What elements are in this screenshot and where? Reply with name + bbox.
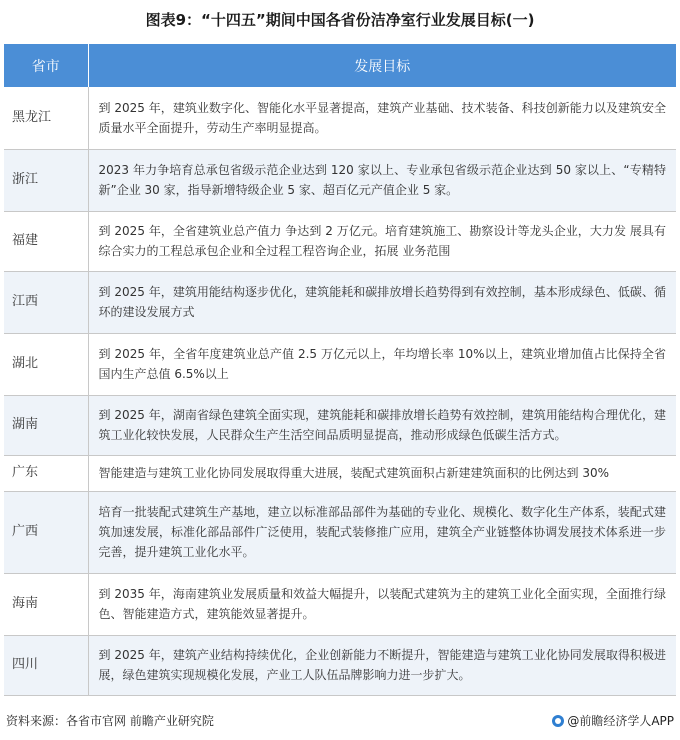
goal-cell: 到 2025 年，湖南省绿色建筑全面实现，建筑能耗和碳排放增长趋势有效控制，建筑用能结构合理优化，建筑工业化较快发展，人民群众生产生活空间品质明显提高，推动形成绿色低碳生活方式。 bbox=[88, 395, 676, 455]
goal-cell: 到 2025 年，全省建筑业总产值力 争达到 2 万亿元。培育建筑施工、勘察设计等龙头企业，大力发 展具有综合实力的工程总承包企业和全过程工程咨询企业，拓展 业务范围 bbox=[88, 211, 676, 271]
province-cell: 湖北 bbox=[4, 333, 88, 395]
brand-logo-icon bbox=[552, 715, 564, 727]
goal-cell: 2023 年力争培育总承包省级示范企业达到 120 家以上、专业承包省级示范企业达到 50 家以上、“专精特新”企业 30 家，指导新增特级企业 5 家、超百亿元产值企业 5 家。 bbox=[88, 149, 676, 211]
goal-cell: 培育一批装配式建筑生产基地，建立以标准部品部件为基础的专业化、规模化、数字化生产体系，装配式建筑加速发展，标准化部品部件广泛使用，装配式装修推广应用，建筑全产业链整体协调发展技术体系进一步完善，提升建筑工业化水平。 bbox=[88, 491, 676, 573]
province-cell: 四川 bbox=[4, 635, 88, 695]
goal-cell: 到 2025 年，全省年度建筑业总产值 2.5 万亿元以上，年均增长率 10%以上，建筑业增加值占比保持全省国内生产总值 6.5%以上 bbox=[88, 333, 676, 395]
goals-table bbox=[4, 44, 676, 696]
table-row bbox=[4, 395, 676, 455]
province-cell: 黑龙江 bbox=[4, 87, 88, 149]
header-province: 省市 bbox=[4, 44, 88, 87]
goal-cell: 到 2025 年，建筑产业结构持续优化，企业创新能力不断提升，智能建造与建筑工业化协同发展取得积极进展，绿色建筑实现规模化发展，产业工人队伍品牌影响力进一步扩大。 bbox=[88, 635, 676, 695]
province-cell: 海南 bbox=[4, 573, 88, 635]
table-row bbox=[4, 149, 676, 211]
table-header-row bbox=[4, 44, 676, 87]
table-row bbox=[4, 635, 676, 695]
table-row bbox=[4, 491, 676, 573]
province-cell: 浙江 bbox=[4, 149, 88, 211]
brand-credit bbox=[552, 711, 674, 731]
goals-table-container bbox=[4, 44, 676, 696]
table-row bbox=[4, 271, 676, 333]
footer bbox=[0, 711, 680, 731]
goal-cell: 到 2025 年，建筑业数字化、智能化水平显著提高，建筑产业基础、技术装备、科技创新能力以及建筑安全质量水平全面提升，劳动生产率明显提高。 bbox=[88, 87, 676, 149]
table-row bbox=[4, 211, 676, 271]
province-cell: 广西 bbox=[4, 491, 88, 573]
goal-cell: 到 2025 年，建筑用能结构逐步优化，建筑能耗和碳排放增长趋势得到有效控制，基本形成绿色、低碳、循环的建设发展方式 bbox=[88, 271, 676, 333]
province-cell: 广东 bbox=[4, 455, 88, 491]
header-goal: 发展目标 bbox=[88, 44, 676, 87]
province-cell: 湖南 bbox=[4, 395, 88, 455]
table-row bbox=[4, 455, 676, 491]
brand-text: @前瞻经济学人APP bbox=[567, 714, 674, 728]
goal-cell: 到 2035 年，海南建筑业发展质量和效益大幅提升，以装配式建筑为主的建筑工业化全面实现，全面推行绿色、智能建造方式，建筑能效显著提升。 bbox=[88, 573, 676, 635]
table-row bbox=[4, 87, 676, 149]
table-row bbox=[4, 573, 676, 635]
province-cell: 福建 bbox=[4, 211, 88, 271]
table-row bbox=[4, 333, 676, 395]
source-note: 资料来源：各省市官网 前瞻产业研究院 bbox=[6, 714, 214, 728]
goal-cell: 智能建造与建筑工业化协同发展取得重大进展，装配式建筑面积占新建建筑面积的比例达到 30% bbox=[88, 455, 676, 491]
province-cell: 江西 bbox=[4, 271, 88, 333]
chart-title: 图表9：“十四五”期间中国各省份洁净室行业发展目标(一) bbox=[145, 11, 535, 29]
